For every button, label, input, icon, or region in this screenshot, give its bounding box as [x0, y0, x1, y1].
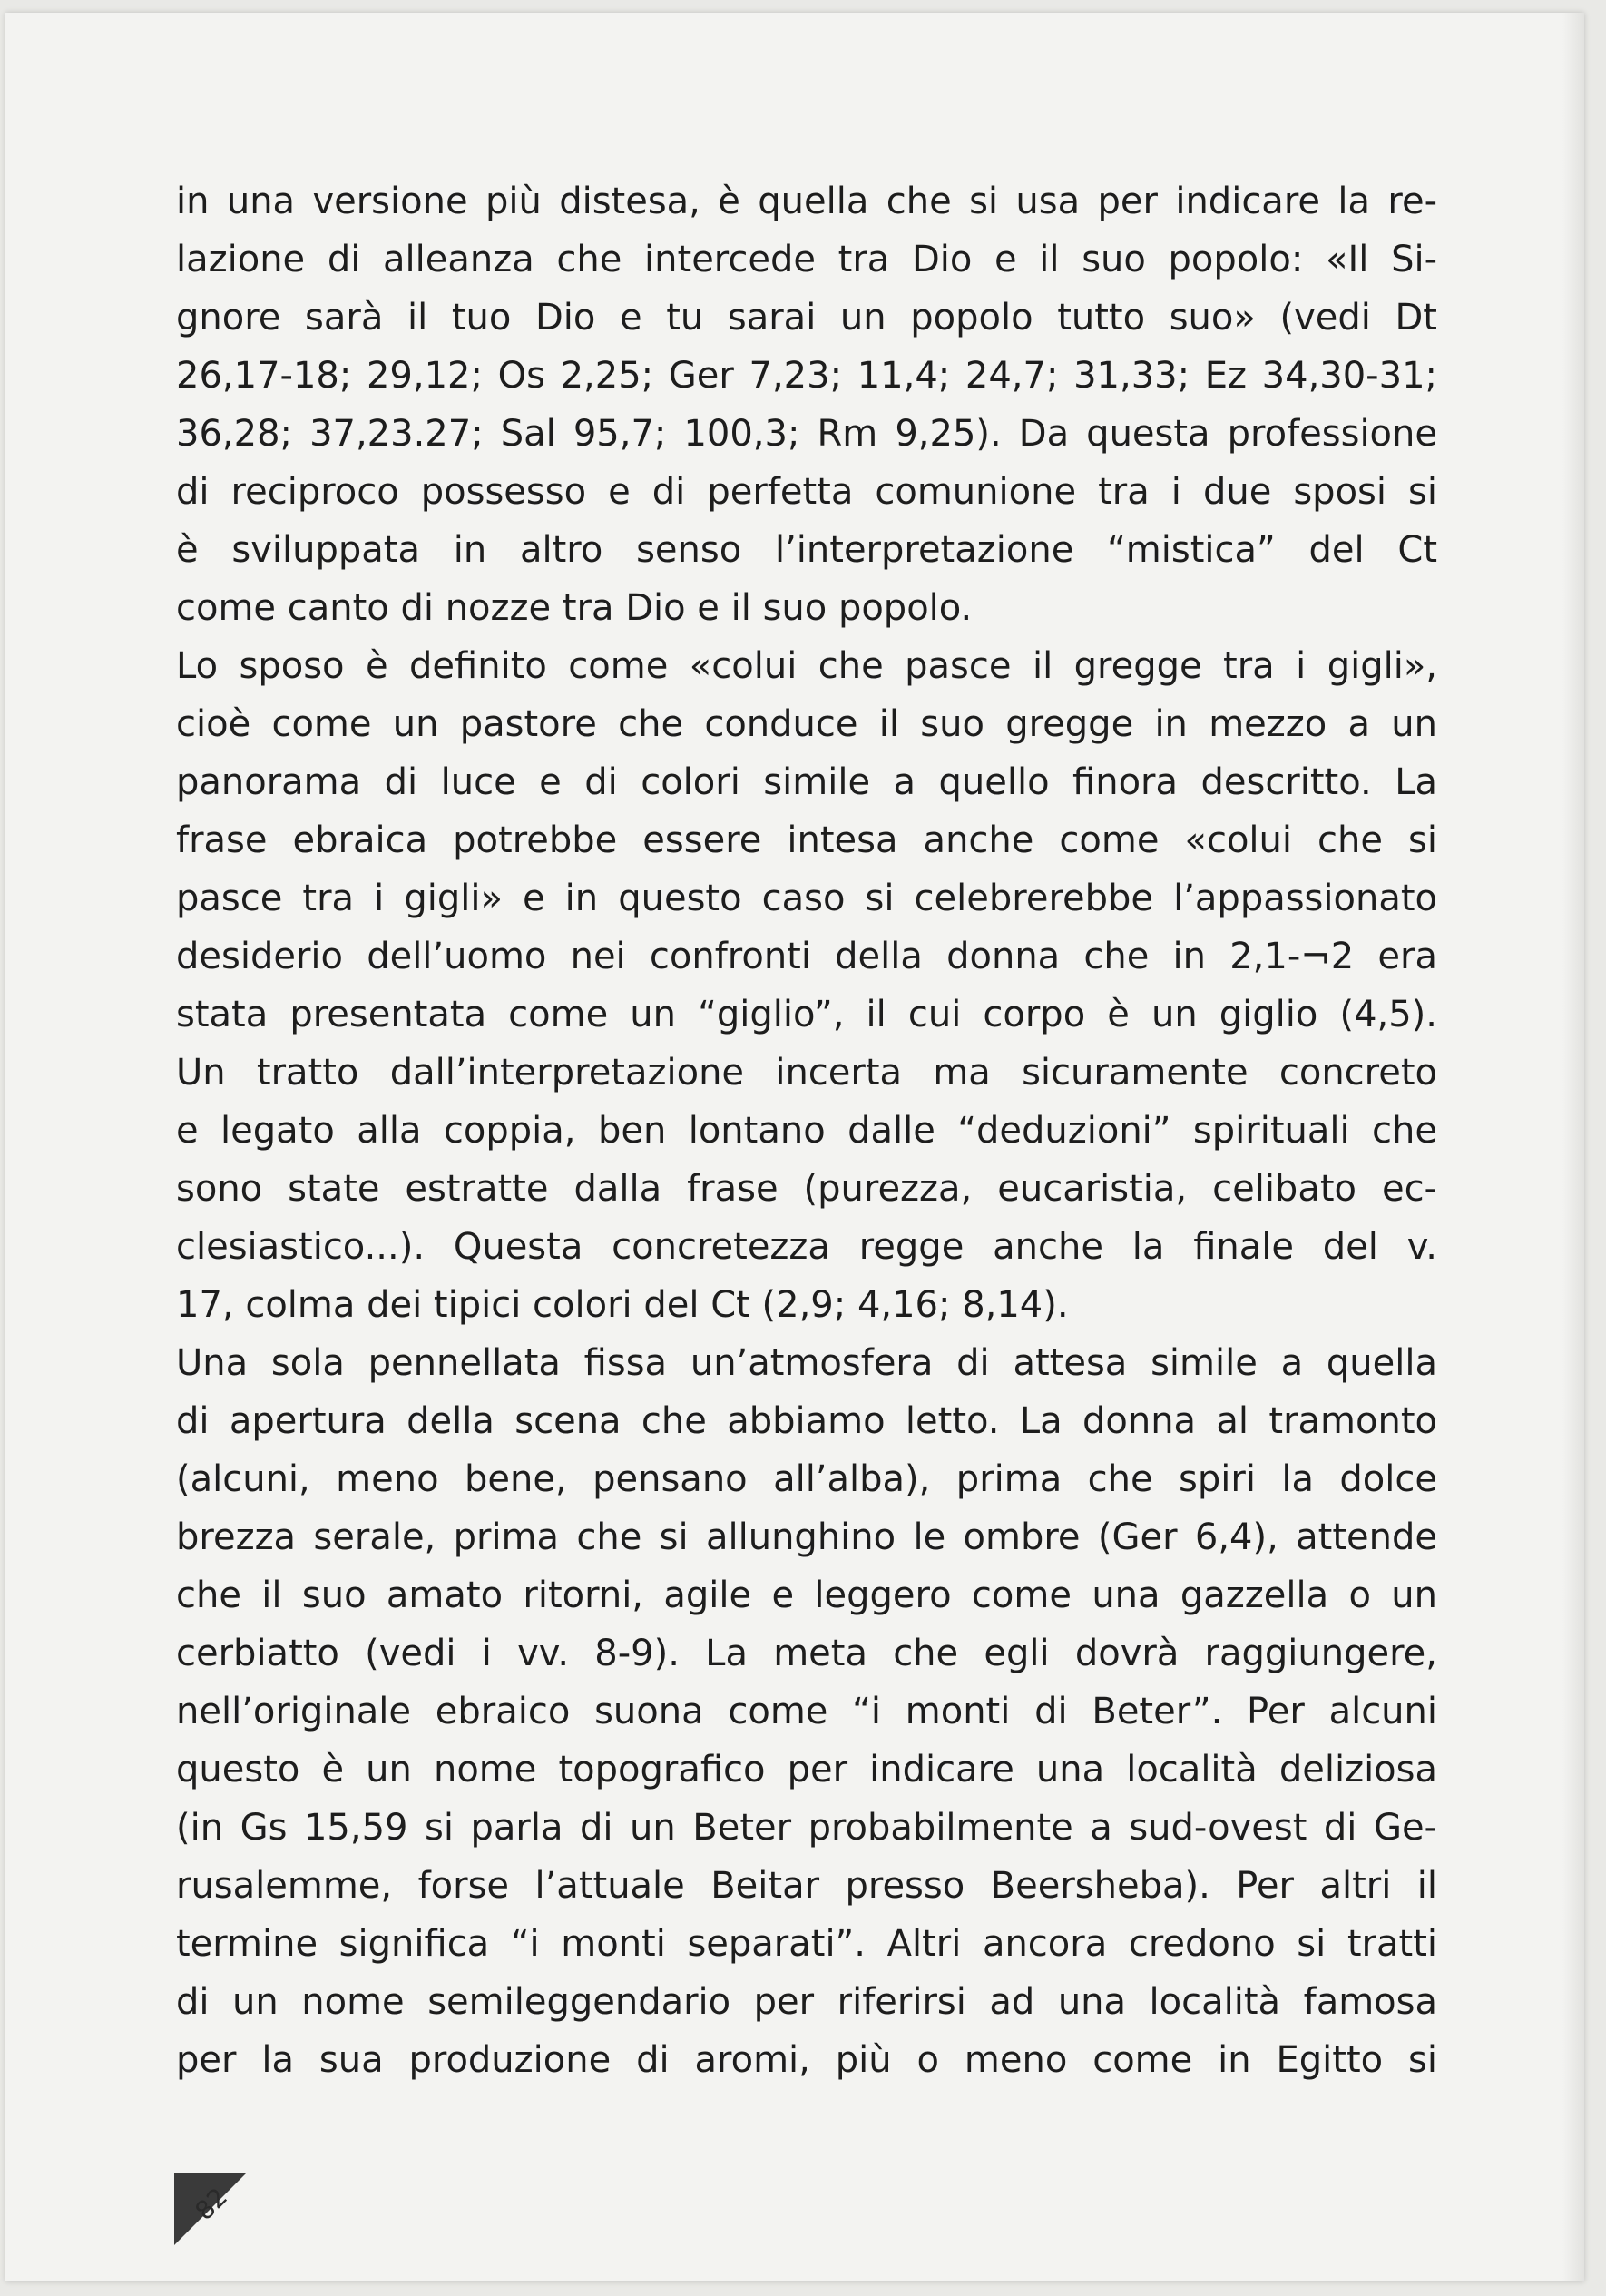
text-line: brezza serale, prima che si allunghino le ombre (Ger 6,4), attende: [176, 1516, 1437, 1558]
text-line: di un nome semileggendario per riferirsi ad una località famosa: [176, 1981, 1437, 2023]
text-line: panorama di luce e di colori simile a quello finora descritto. La: [176, 761, 1437, 803]
text-line: Lo sposo è definito come «colui che pasce il gregge tra i gigli»,: [176, 645, 1437, 687]
text-line: per la sua produzione di aromi, più o meno come in Egitto si: [176, 2039, 1437, 2081]
text-line: nell’originale ebraico suona come “i monti di Beter”. Per alcuni: [176, 1691, 1437, 1732]
text-line: lazione di alleanza che intercede tra Dio e il suo popolo: «Il Si-: [176, 239, 1437, 280]
text-line: questo è un nome topografico per indicare una località deliziosa: [176, 1749, 1437, 1791]
text-line: gnore sarà il tuo Dio e tu sarai un popolo tutto suo» (vedi Dt: [176, 297, 1437, 339]
book-page: [5, 13, 1584, 2281]
text-line: come canto di nozze tra Dio e il suo popolo.: [176, 587, 973, 629]
text-line: 26,17-18; 29,12; Os 2,25; Ger 7,23; 11,4; 24,7; 31,33; Ez 34,30-31;: [176, 355, 1437, 397]
text-line: Un tratto dall’interpretazione incerta ma sicuramente concreto: [176, 1052, 1437, 1094]
text-line: cerbiatto (vedi i vv. 8-9). La meta che egli dovrà raggiungere,: [176, 1633, 1437, 1674]
text-line: (alcuni, meno bene, pensano all’alba), prima che spiri la dolce: [176, 1458, 1437, 1500]
text-line: clesiastico...). Questa concretezza regge anche la finale del v.: [176, 1226, 1437, 1268]
text-line: in una versione più distesa, è quella che si usa per indicare la re-: [176, 181, 1437, 222]
text-line: sono state estratte dalla frase (purezza, eucaristia, celibato ec-: [176, 1168, 1437, 1210]
text-line: 36,28; 37,23.27; Sal 95,7; 100,3; Rm 9,25). Da questa professione: [176, 413, 1437, 455]
text-line: e legato alla coppia, ben lontano dalle “deduzioni” spirituali che: [176, 1110, 1437, 1152]
text-line: 17, colma dei tipici colori del Ct (2,9; 4,16; 8,14).: [176, 1284, 1069, 1326]
page-edge-shadow: [1562, 13, 1584, 2281]
body-text: [176, 172, 1437, 2089]
text-line: (in Gs 15,59 si parla di un Beter probabilmente a sud-ovest di Ge-: [176, 1807, 1437, 1849]
page-number: 82: [189, 2182, 234, 2226]
text-line: di reciproco possesso e di perfetta comunione tra i due sposi si: [176, 471, 1437, 513]
text-line: termine significa “i monti separati”. Altri ancora credono si tratti: [176, 1923, 1437, 1965]
text-line: di apertura della scena che abbiamo letto. La donna al tramonto: [176, 1400, 1437, 1442]
text-line: desiderio dell’uomo nei confronti della donna che in 2,1-¬2 era: [176, 936, 1437, 977]
text-line: frase ebraica potrebbe essere intesa anche come «colui che si: [176, 819, 1437, 861]
text-line: è sviluppata in altro senso l’interpretazione “mistica” del Ct: [176, 529, 1437, 571]
text-line: rusalemme, forse l’attuale Beitar presso Beersheba). Per altri il: [176, 1865, 1437, 1907]
text-line: cioè come un pastore che conduce il suo gregge in mezzo a un: [176, 703, 1437, 745]
text-line: che il suo amato ritorni, agile e leggero come una gazzella o un: [176, 1575, 1437, 1616]
text-line: pasce tra i gigli» e in questo caso si celebrerebbe l’appassionato: [176, 878, 1437, 919]
text-line: stata presentata come un “giglio”, il cui corpo è un giglio (4,5).: [176, 994, 1437, 1035]
text-line: Una sola pennellata fissa un’atmosfera di attesa simile a quella: [176, 1342, 1437, 1384]
